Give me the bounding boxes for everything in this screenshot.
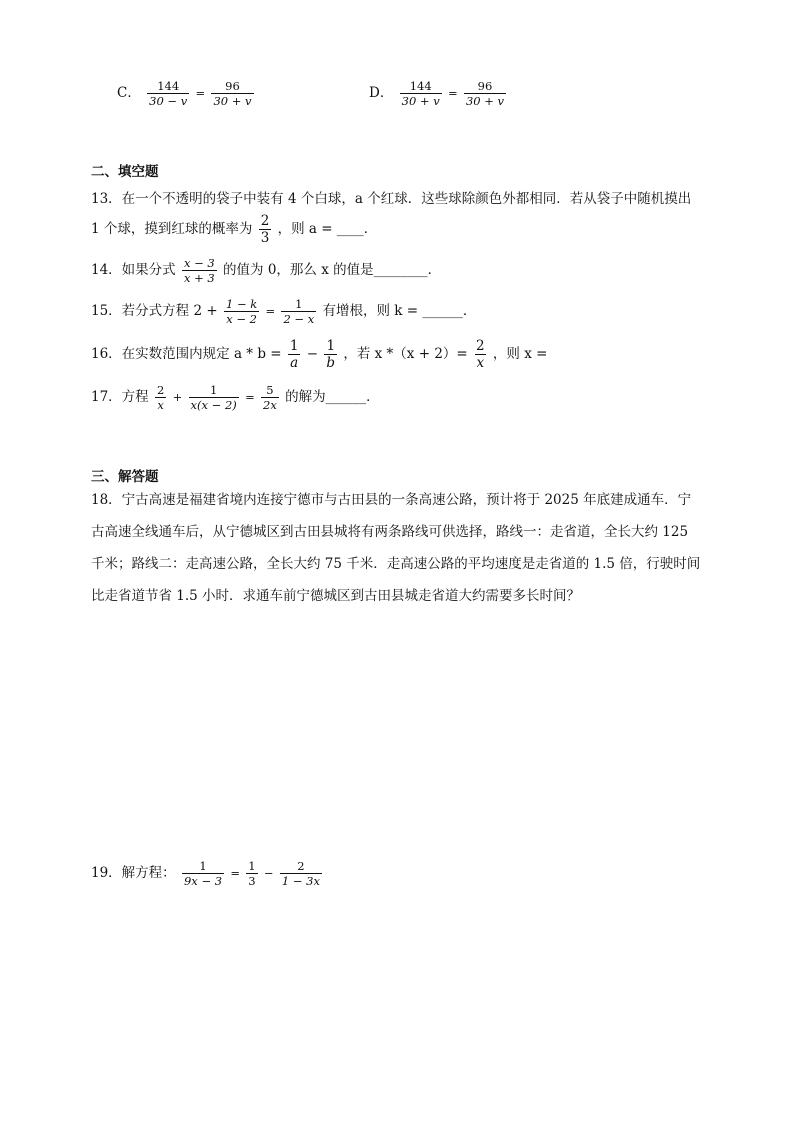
question-19-fraction-2: $\frac{1}{3}$	[248, 859, 256, 889]
question-14-fraction: $\frac{x - 3}{x + 3}$	[183, 256, 215, 286]
question-18: 18．宁古高速是福建省境内连接宁德市与古田县的一条高速公路，预计将于 2025 年底建成通车．宁古高速全线通车后，从宁德城区到古田县城将有两条路线可供选择，路线一：走省道，全长大约 125 千米；路线二：走高速公路，全长大约 75 千米．走高速公路的平均速度是走省道的 1.5 倍，行驶时间比走省道节省 1.5 小时．求通车前宁德城区到古田县城走省道大约需要多长时间？	[91, 492, 701, 604]
question-13-line1: 13．在一个不透明的袋子中装有 4 个白球，a 个红球．这些球除颜色外都相同．若从袋子中随机摸出	[91, 191, 692, 207]
question-17-fraction-1: $\frac{2}{x}$	[156, 383, 165, 413]
question-15: 15．若分式方程 2 + $\frac{1 - k}{x - 2}$ = $\frac{1}{2 - x}$ 有增根，则 k = ______．	[91, 297, 477, 327]
option-d-fraction-left: $\frac{144}{30 + v}$	[401, 79, 440, 109]
question-15-fraction-left: $\frac{1 - k}{x - 2}$	[225, 297, 258, 327]
section-heading-fill-in: 二、填空题	[91, 164, 159, 180]
option-c-fraction-right: $\frac{96}{30 + v}$	[213, 79, 252, 109]
question-19: 19．解方程： $\frac{1}{9x - 3}$ = $\frac{1}{3}$ − $\frac{2}{1 - 3x}$	[91, 859, 320, 889]
section-heading-answer: 三、解答题	[91, 469, 159, 485]
question-17: 17．方程 $\frac{2}{x}$ + $\frac{1}{x(x - 2)}$ = $\frac{5}{2x}$ 的解为______．	[91, 383, 380, 413]
question-13-fraction: $\frac{2}{3}$	[260, 213, 270, 247]
question-19-fraction-1: $\frac{1}{9x - 3}$	[183, 859, 223, 889]
question-16-fraction-x: $\frac{2}{x}$	[476, 338, 485, 372]
question-16-fraction-b: $\frac{1}{b}$	[326, 338, 336, 372]
option-d-label: D．	[369, 85, 394, 102]
question-14: 14．如果分式 $\frac{x - 3}{x + 3}$ 的值为 0，那么 x 的值是________．	[91, 256, 442, 286]
option-c: C． $\frac{144}{30 - v}$ = $\frac{96}{30 + v}$	[117, 79, 252, 109]
question-17-fraction-3: $\frac{5}{2x}$	[263, 383, 277, 413]
question-16-fraction-a: $\frac{1}{a}$	[289, 338, 299, 372]
question-17-fraction-2: $\frac{1}{x(x - 2)}$	[190, 383, 237, 413]
question-15-fraction-right: $\frac{1}{2 - x}$	[283, 297, 315, 327]
option-c-fraction-left: $\frac{144}{30 - v}$	[149, 79, 188, 109]
question-19-fraction-3: $\frac{2}{1 - 3x}$	[281, 859, 320, 889]
option-d-fraction-right: $\frac{96}{30 + v}$	[465, 79, 505, 109]
option-d: D． $\frac{144}{30 + v}$ = $\frac{96}{30 + v}$	[369, 79, 505, 109]
question-13-line2: 1 个球，摸到红球的概率为 $\frac{2}{3}$ ，则 a = ____．	[91, 213, 378, 247]
option-c-label: C．	[117, 85, 141, 102]
question-16: 16．在实数范围内规定 a * b = $\frac{1}{a}$ − $\frac{1}{b}$ ，若 x *（x + 2）= $\frac{2}{x}$ ，则 x =	[91, 338, 548, 372]
